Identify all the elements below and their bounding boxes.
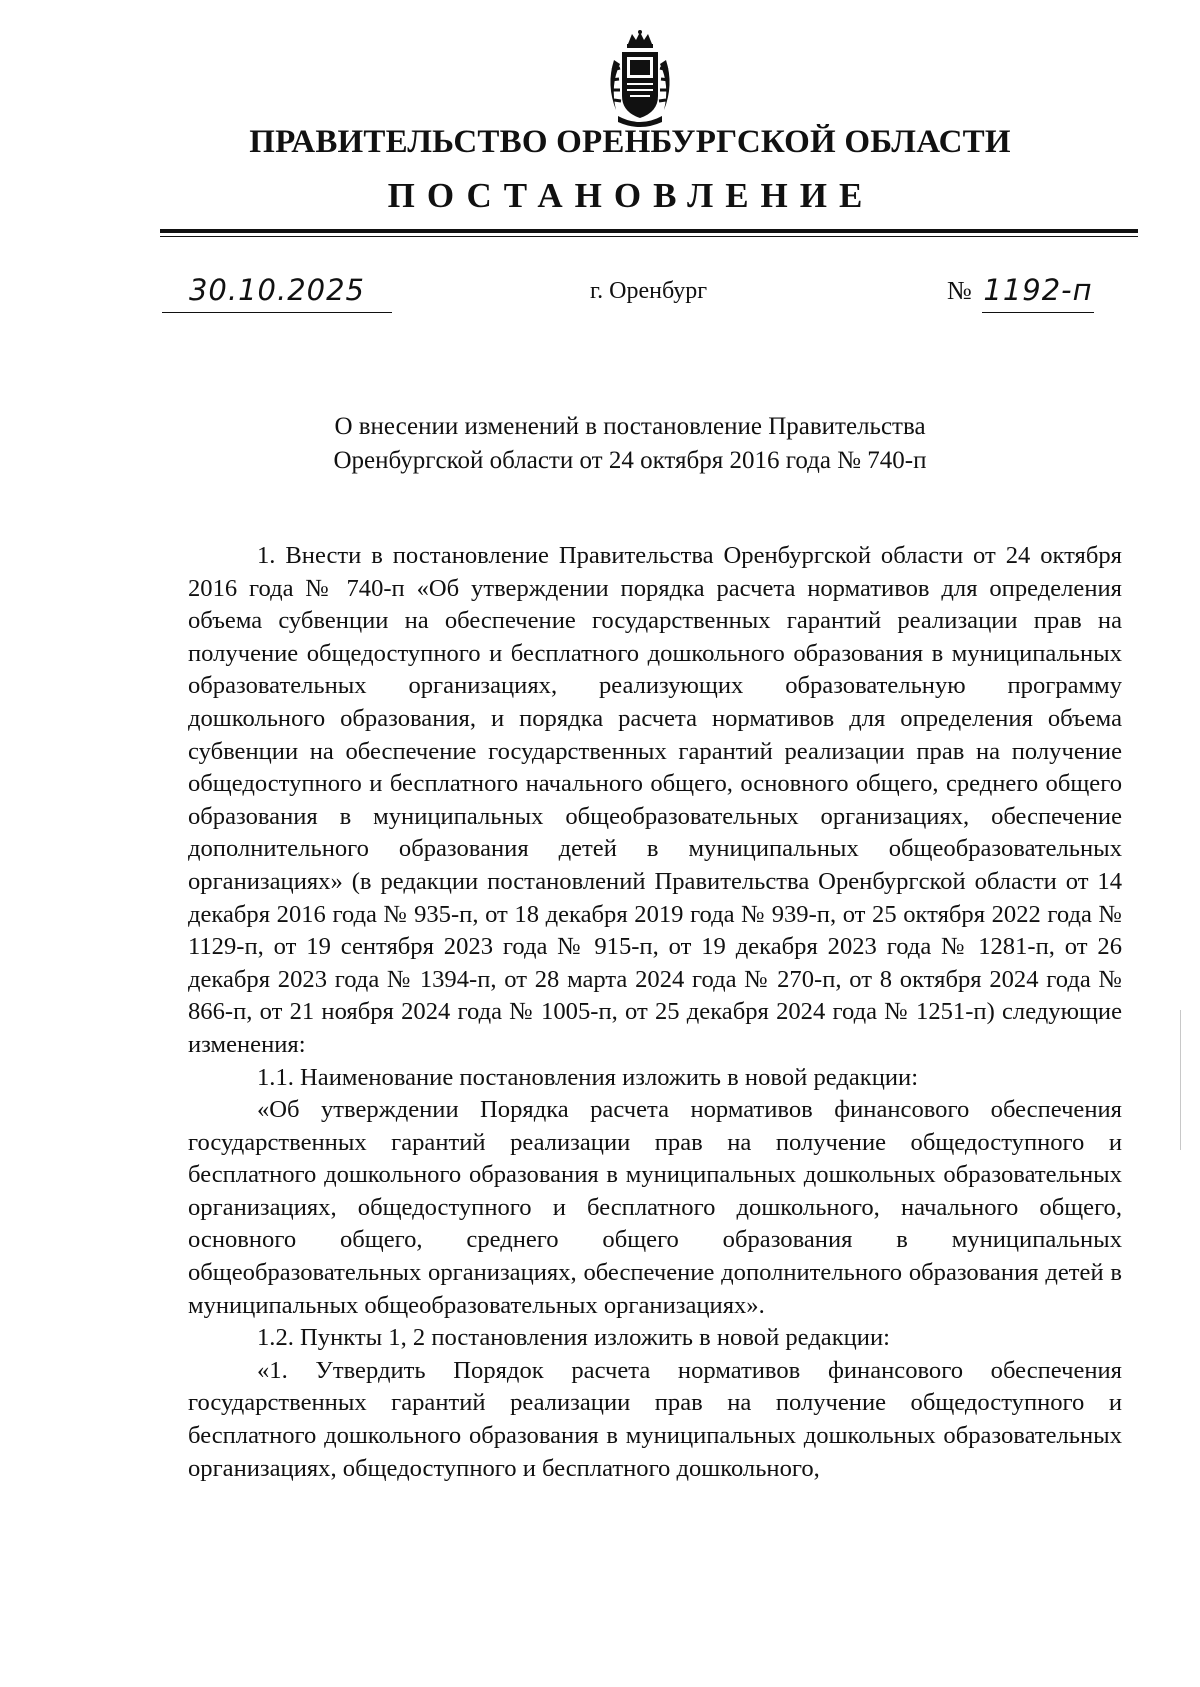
subject-line-1: О внесении изменений в постановление Правительства xyxy=(334,413,926,440)
document-subject xyxy=(0,410,1200,478)
document-meta xyxy=(0,268,1200,318)
document-type-title: ПОСТАНОВЛЕНИЕ xyxy=(387,176,875,215)
subject-line-2: Оренбургской области от 24 октября 2016 года № 740-п xyxy=(333,447,927,474)
document-number: 1192-п xyxy=(982,268,1094,313)
paragraph-1-2: 1.2. Пункты 1, 2 постановления изложить в новой редакции: xyxy=(257,1324,890,1352)
document-date: 30.10.2025 xyxy=(162,268,392,313)
header-divider-thick xyxy=(160,229,1138,233)
document-number-label: № xyxy=(947,276,972,305)
document-city: г. Оренбург xyxy=(590,278,708,304)
paragraph-1: 1. Внести в постановление Правительства Оренбургской области от 24 октября 2016 года № 740-п «Об утверждении порядка расчета нормативов для определения объема субвенции на обеспечение государственных гарантий реализации прав на получение общедоступного и бесплатного дошкольного образования в муниципальных образовательных организациях, реализующих образовательную программу дошкольного образования, и порядка расчета нормативов для определения объема субвенции на обеспечение государственных гарантий реализации прав на получение общедоступного и бесплатного начального общего, основного общего, среднего общего образования в муниципальных общеобразовательных организациях, обеспечение дополнительного образования детей в муниципальных общеобразовательных организациях» (в редакции постановлений Правительства Оренбургской области от 14 декабря 2016 года № 935-п, от 18 декабря 2019 года № 939-п, от 25 октября 2022 года № 1129-п, от 19 сентября 2023 года № 915-п, от 19 декабря 2023 года № 1281-п, от 26 декабря 2023 года № 1394-п, от 28 марта 2024 года № 270-п, от 8 октября 2024 года № 866-п, от 21 ноября 2024 года № 1005-п, от 25 декабря 2024 года № 1251-п) следующие изменения: xyxy=(188,542,1122,1058)
paragraph-1-1-text: «Об утверждении Порядка расчета нормативов финансового обеспечения государственных гарантий реализации прав на получение общедоступного и бесплатного дошкольного образования в муниципальных дошкольных образовательных организациях, общедоступного и бесплатного дошкольного, начального общего, основного общего, среднего общего образования в муниципальных общеобразовательных организациях, обеспечение дополнительного образования детей в муниципальных общеобразовательных организациях». xyxy=(188,1096,1122,1319)
paragraph-1-2-text: «1. Утвердить Порядок расчета нормативов финансового обеспечения государственных гарантий реализации прав на получение общедоступного и бесплатного дошкольного образования в муниципальных дошкольных образовательных организациях, общедоступного и бесплатного дошкольного, xyxy=(188,1356,1122,1482)
document-body xyxy=(188,540,1122,1485)
coat-of-arms-icon xyxy=(600,30,680,130)
government-title: ПРАВИТЕЛЬСТВО ОРЕНБУРГСКОЙ ОБЛАСТИ xyxy=(249,124,1011,160)
header-divider-thin xyxy=(160,236,1138,237)
scan-margin-line xyxy=(1180,1010,1181,1150)
paragraph-1-1: 1.1. Наименование постановления изложить в новой редакции: xyxy=(257,1063,919,1091)
